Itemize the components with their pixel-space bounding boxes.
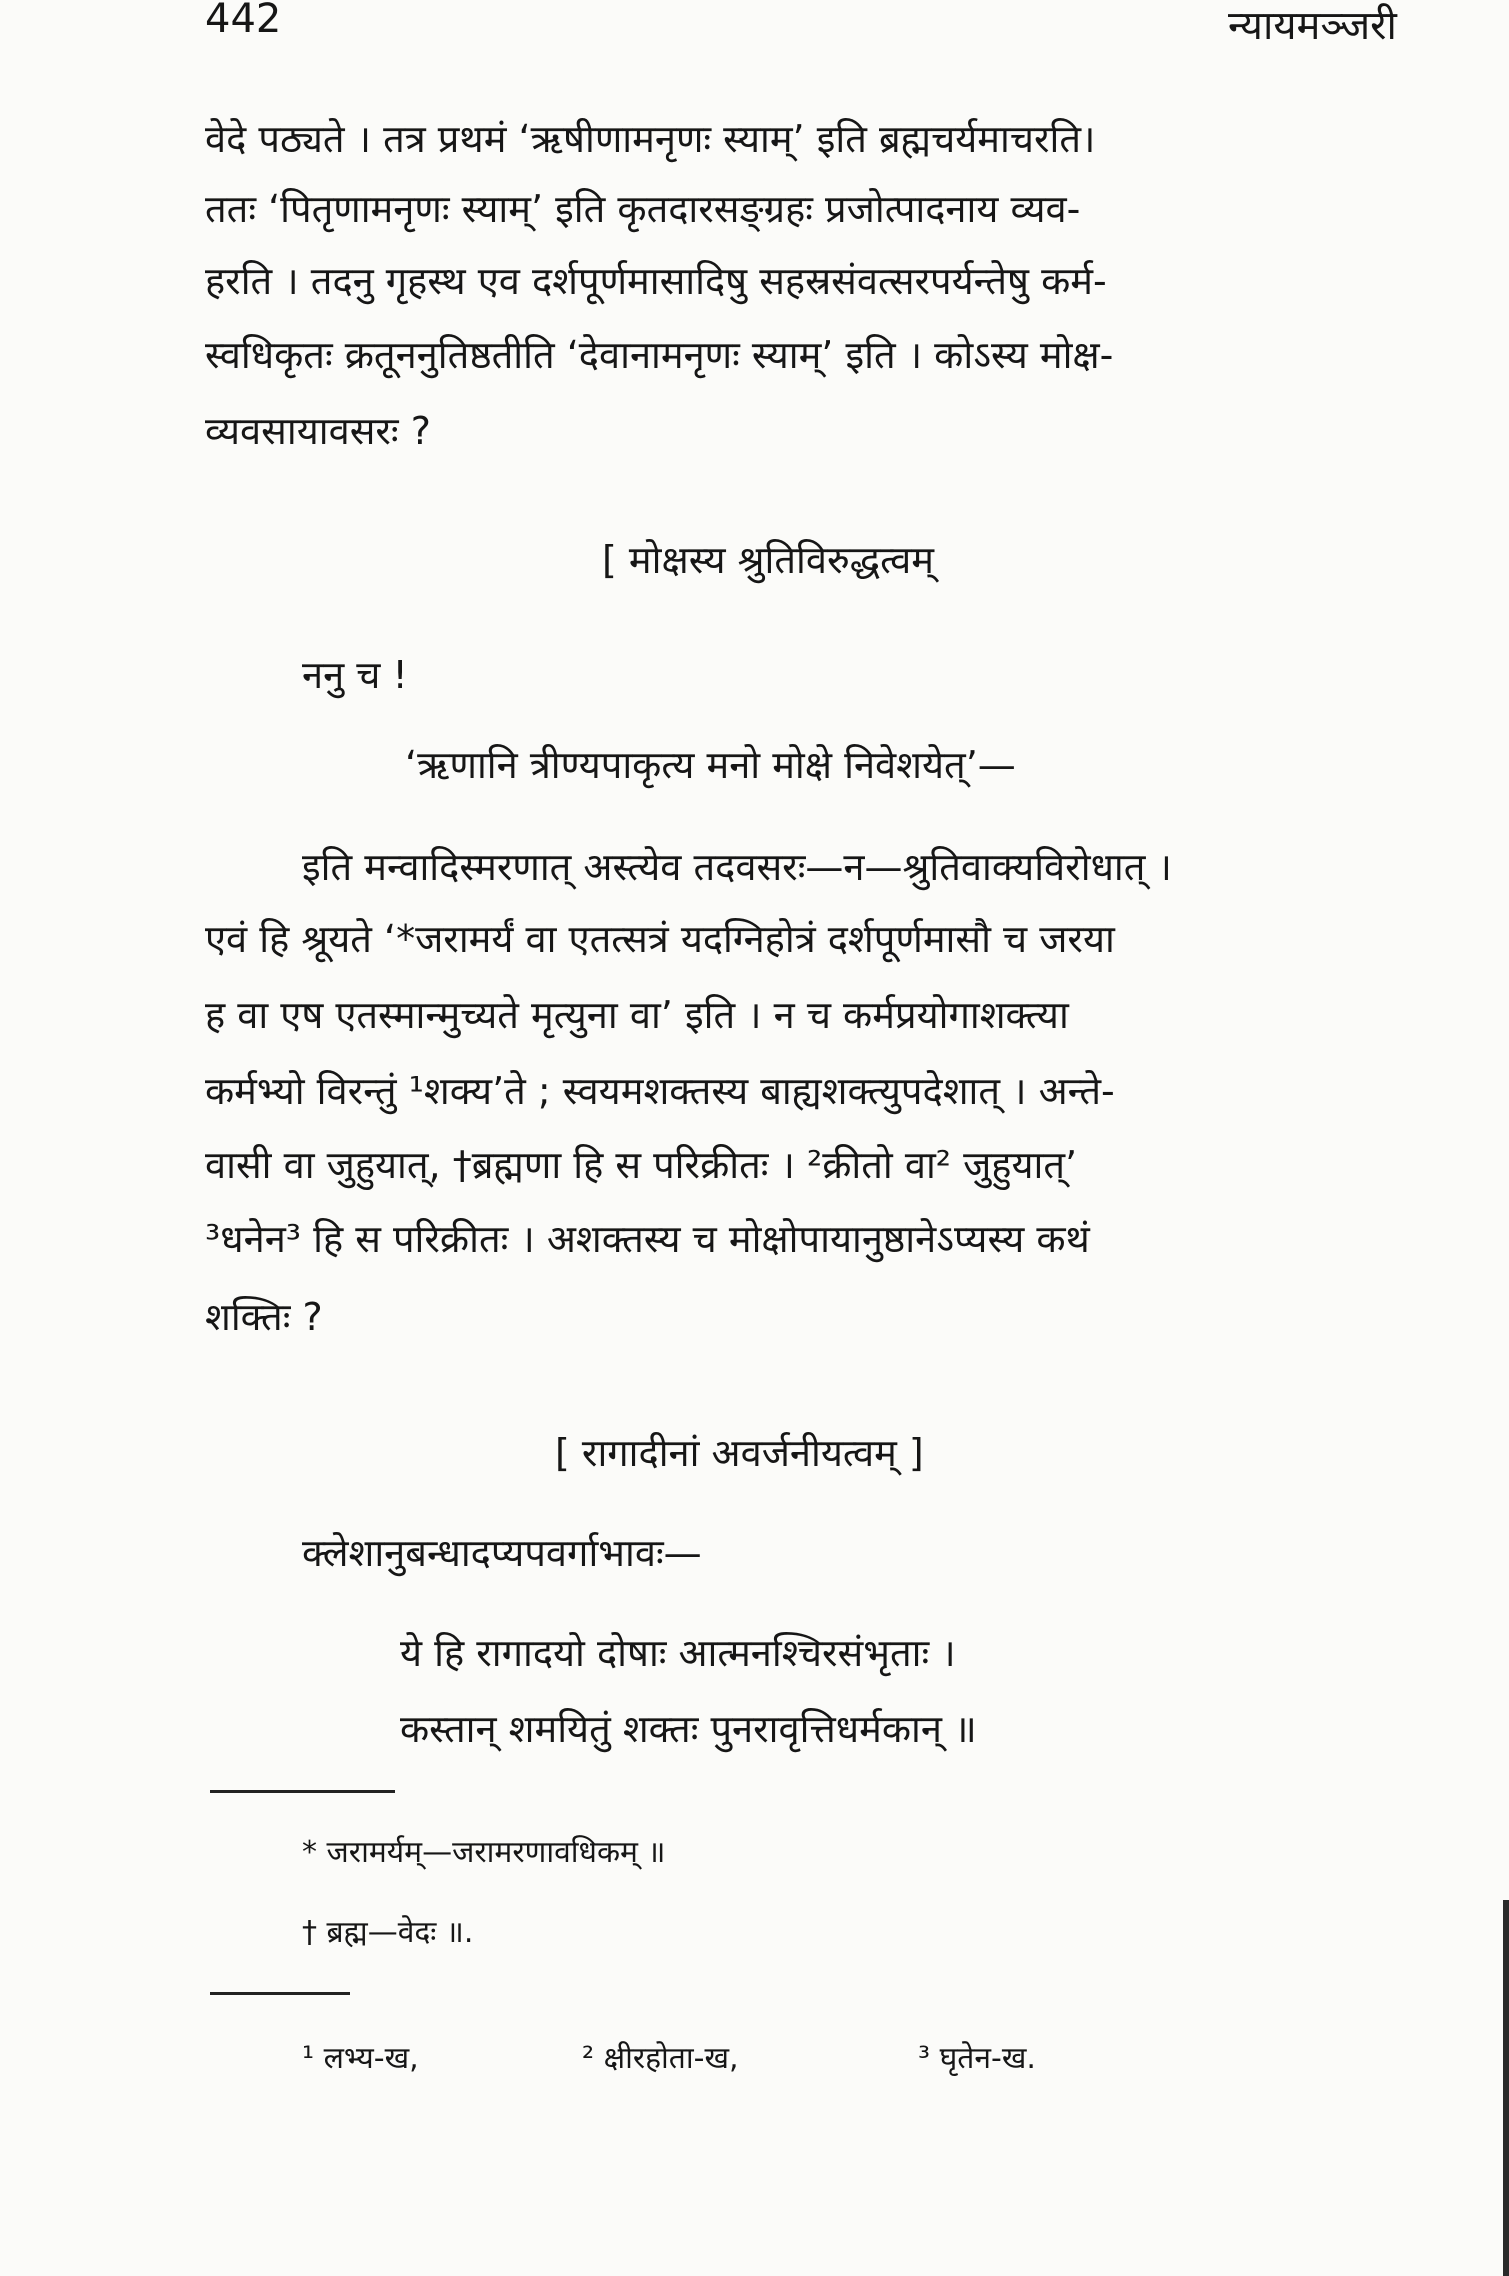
para2-line-2: एवं हि श्रूयते ‘*जरामर्यं वा एतत्सत्रं यदग्निहोत्रं दर्शपूर्णमासौ च जरया: [205, 917, 1115, 961]
page-edge-shadow: [1503, 1900, 1509, 2276]
running-title: न्यायमञ्जरी: [1228, 3, 1397, 49]
footnote-rule-1: [210, 1790, 395, 1793]
variant-3: ³ घृतेन-ख.: [918, 2041, 1036, 2076]
variant-2: ² क्षीरहोता-ख,: [582, 2041, 739, 2076]
para2-line-7: शक्तिः ?: [205, 1295, 323, 1339]
smriti-quote: ‘ऋणानि त्रीण्यपाकृत्य मनो मोक्षे निवेशयेत्’—: [405, 743, 1016, 787]
verse-line-2: कस्तान् शमयितुं शक्तः पुनरावृत्तिधर्मकान् ॥: [400, 1707, 977, 1751]
section-heading-ragadi: [ रागादीनां अवर्जनीयत्वम् ]: [555, 1431, 924, 1475]
para2-line-4: कर्मभ्यो विरन्तुं ¹शक्य’ते ; स्वयमशक्तस्य बाह्यशक्त्युपदेशात् । अन्ते-: [205, 1069, 1115, 1113]
para2-line-5: वासी वा जुहुयात्, †ब्रह्मणा हि स परिक्रीतः । ²क्रीतो वा² जुहुयात्’: [205, 1143, 1078, 1187]
variant-1: ¹ लभ्य-ख,: [302, 2041, 419, 2076]
section-heading-moksha: [ मोक्षस्य श्रुतिविरुद्धत्वम्: [602, 538, 935, 582]
para2-line-3: ह वा एष एतस्मान्मुच्यते मृत्युना वा’ इति । न च कर्मप्रयोगाशक्त्या: [205, 993, 1069, 1037]
para1-line-1: वेदे पठ्यते । तत्र प्रथमं ‘ऋषीणामनृणः स्याम्’ इति ब्रह्मचर्यमाचरति।: [205, 117, 1096, 161]
para1-line-2: ततः ‘पितृणामनृणः स्याम्’ इति कृतदारसङ्ग्रहः प्रजोत्पादनाय व्यव-: [205, 187, 1081, 231]
footnote-jaramarya: * जरामर्यम्—जरामरणावधिकम् ॥: [302, 1835, 666, 1870]
para2-line-1: इति मन्वादिस्मरणात् अस्त्येव तदवसरः—न—श्रुतिवाक्यविरोधात् ।: [302, 845, 1172, 889]
para2-line-6: ³धनेन³ हि स परिक्रीतः । अशक्तस्य च मोक्षोपायानुष्ठानेऽप्यस्य कथं: [205, 1217, 1090, 1261]
footnote-rule-2: [210, 1992, 350, 1995]
page-number: 442: [205, 0, 282, 42]
footnote-brahma: † ब्रह्म—वेदः ॥.: [302, 1915, 474, 1950]
klesha-line: क्लेशानुबन्धादप्यपवर्गाभावः—: [302, 1531, 702, 1575]
para1-line-5: व्यवसायावसरः ?: [205, 409, 431, 453]
para1-line-3: हरति । तदनु गृहस्थ एव दर्शपूर्णमासादिषु सहस्रसंवत्सरपर्यन्तेषु कर्म-: [205, 259, 1107, 303]
verse-line-1: ये हि रागादयो दोषाः आत्मनश्चिरसंभृताः ।: [400, 1631, 956, 1675]
para1-line-4: स्वधिकृतः क्रतूननुतिष्ठतीति ‘देवानामनृणः स्याम्’ इति । कोऽस्य मोक्ष-: [205, 333, 1114, 377]
nanu-line: ननु च !: [302, 653, 408, 697]
